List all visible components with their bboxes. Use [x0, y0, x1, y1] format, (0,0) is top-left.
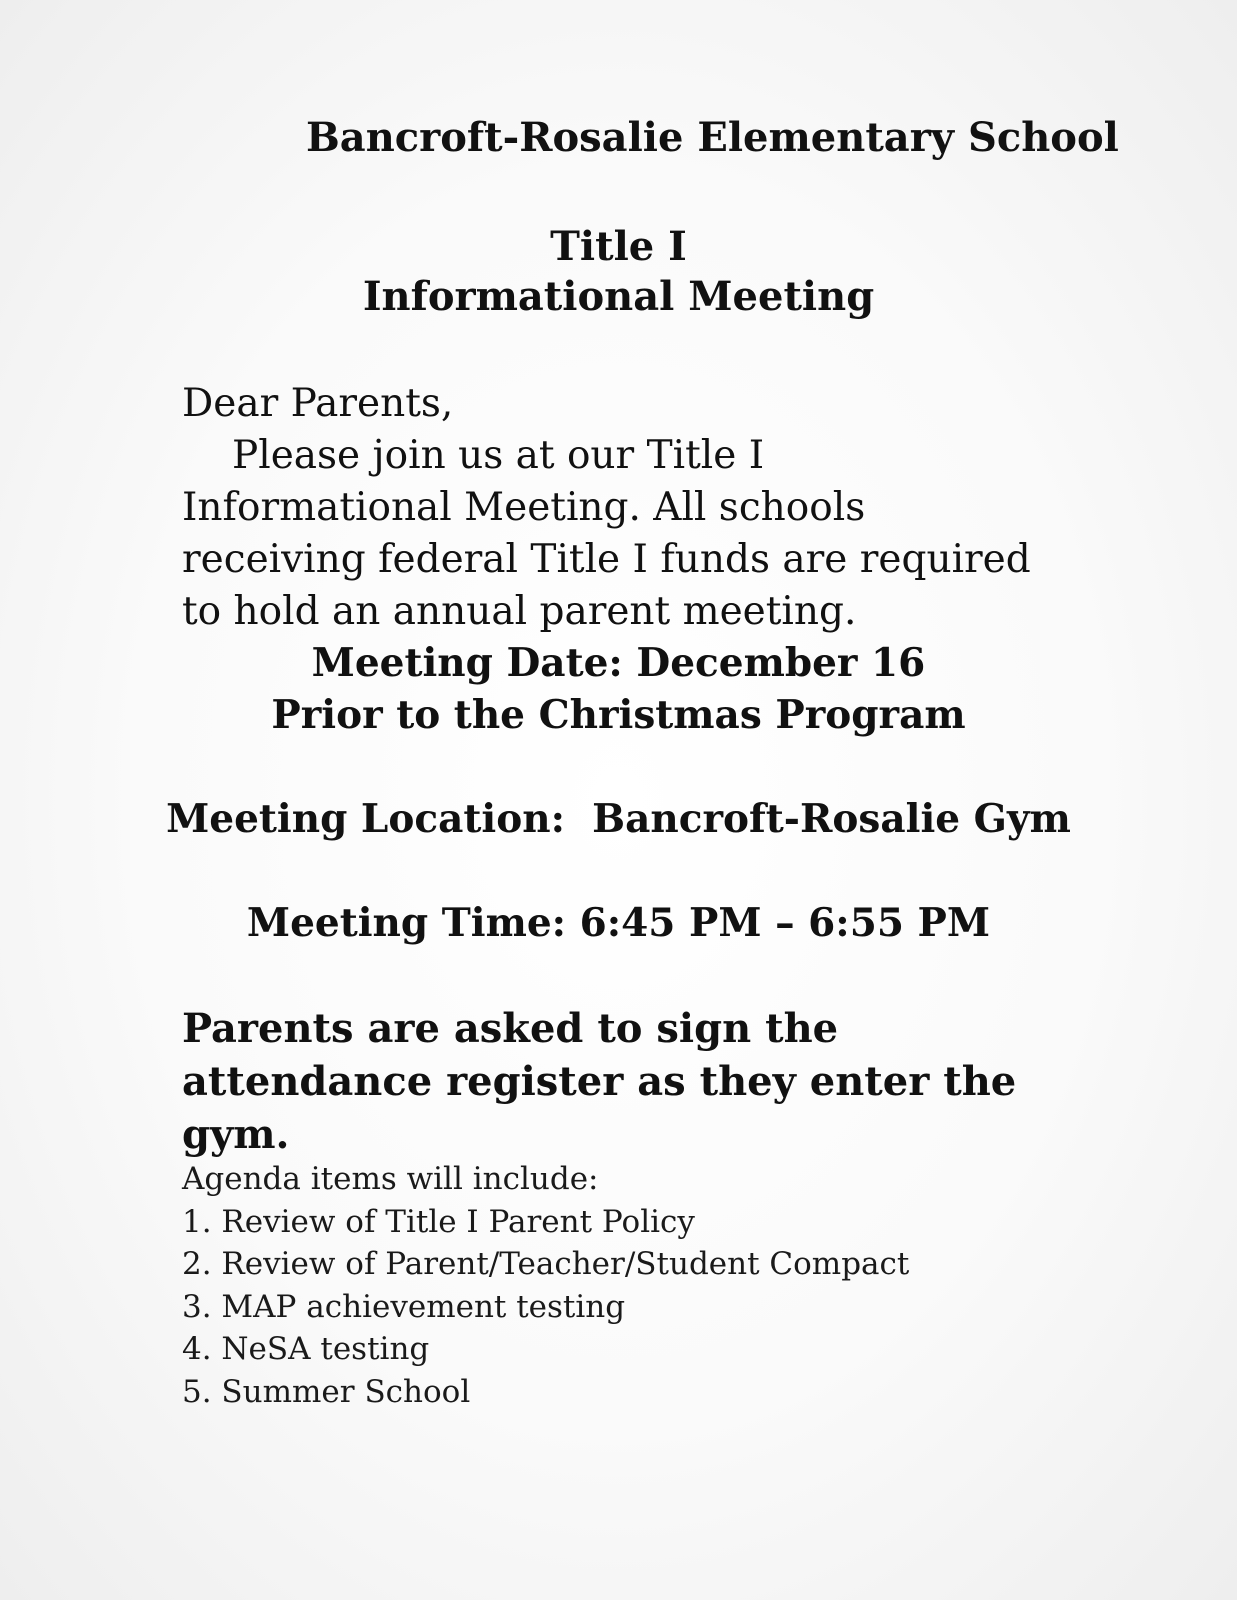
invitation-paragraph: [182, 430, 1032, 638]
salutation: Dear Parents,: [182, 381, 454, 426]
school-name: Bancroft-Rosalie Elementary School: [306, 114, 1119, 161]
agenda-list: [182, 1201, 1082, 1414]
attendance-notice: Parents are asked to sign the attendance register as they enter the gym.: [182, 1005, 1017, 1158]
agenda-item: 4. NeSA testing: [182, 1331, 430, 1367]
invitation-text: Please join us at our Title I Informational Meeting. All schools receiving federal Title I funds are required to hold an annual parent meeting.: [182, 433, 1031, 634]
meeting-location: Meeting Location: Bancroft-Rosalie Gym: [166, 796, 1071, 842]
meeting-time: Meeting Time: 6:45 PM – 6:55 PM: [246, 900, 991, 946]
agenda-heading: Agenda items will include:: [182, 1161, 599, 1197]
agenda-item: 2. Review of Parent/Teacher/Student Compact: [182, 1246, 910, 1282]
agenda-item: 5. Summer School: [182, 1373, 471, 1410]
meeting-date: Meeting Date: December 16: [311, 640, 926, 686]
agenda-item: 1. Review of Title I Parent Policy: [182, 1203, 695, 1240]
meeting-date-note: Prior to the Christmas Program: [271, 692, 966, 738]
title-line-2: Informational Meeting: [362, 273, 875, 320]
title-line-1: Title I: [550, 223, 687, 270]
agenda-item: 3. MAP achievement testing: [182, 1288, 626, 1325]
agenda-section: [182, 1158, 1082, 1413]
